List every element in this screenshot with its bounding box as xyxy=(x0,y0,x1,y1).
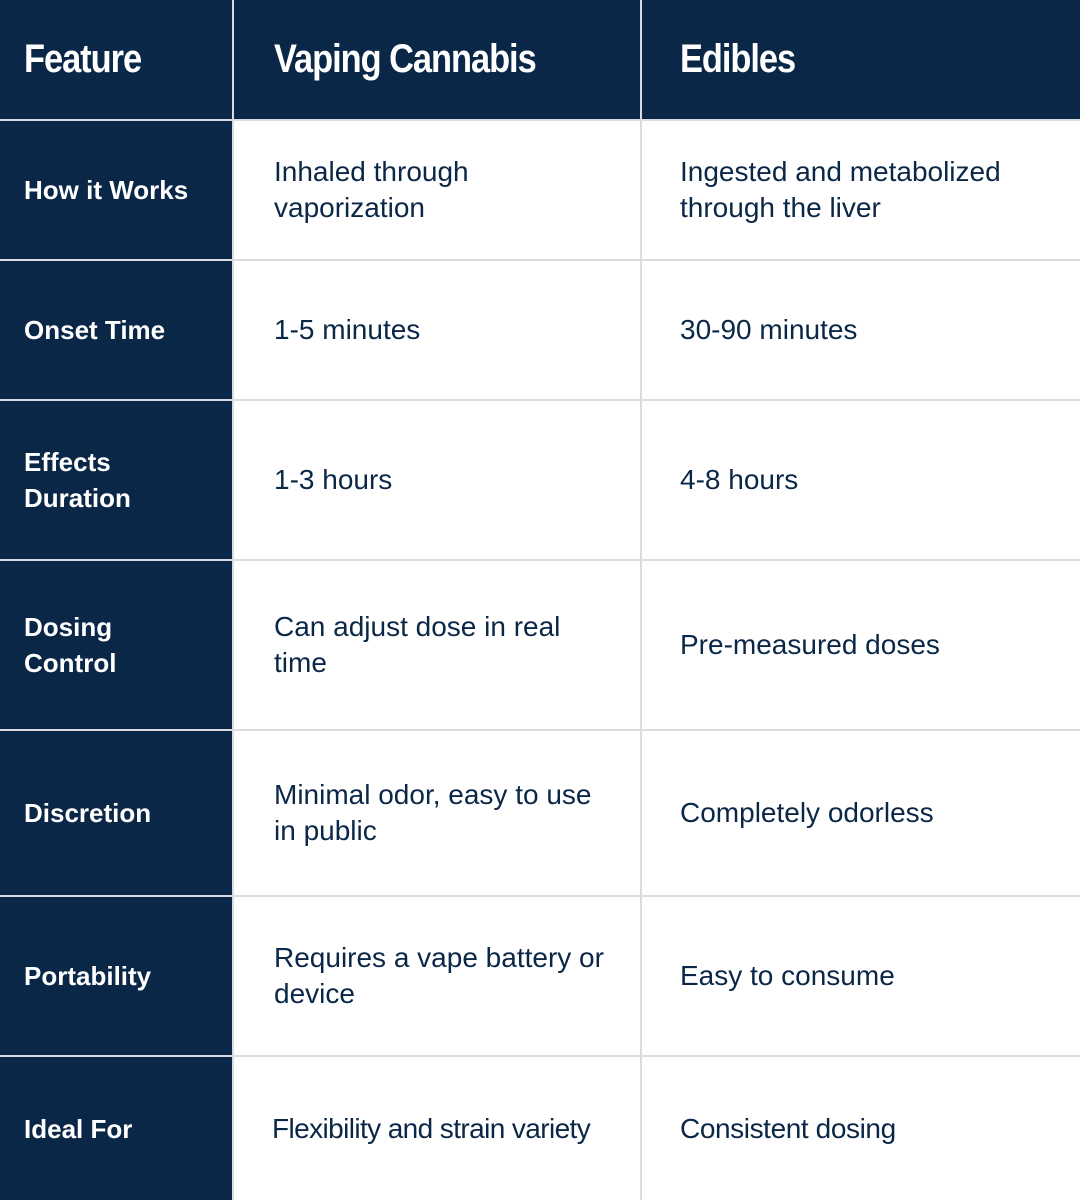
edibles-cell xyxy=(642,261,1080,399)
row-feature-cell xyxy=(0,731,232,895)
vaping-cell xyxy=(234,561,640,729)
vaping-value: 1-5 minutes xyxy=(274,314,421,345)
edibles-cell xyxy=(642,561,1080,729)
header-vaping-label: Vaping Cannabis xyxy=(274,37,536,81)
vaping-value: Minimal odor, easy to use in public xyxy=(274,779,592,846)
edibles-value: 30-90 minutes xyxy=(680,314,858,345)
edibles-value: Easy to consume xyxy=(680,960,895,991)
row-feature-cell xyxy=(0,121,232,259)
row-feature-cell xyxy=(0,897,232,1055)
vaping-value: Flexibility and strain variety xyxy=(272,1112,591,1144)
edibles-cell xyxy=(642,401,1080,559)
edibles-value: Pre-measured doses xyxy=(680,629,940,660)
header-vaping xyxy=(234,0,640,119)
edibles-cell xyxy=(642,1057,1080,1200)
row-feature-cell xyxy=(0,1057,232,1200)
header-feature-label: Feature xyxy=(24,37,142,81)
vaping-cell xyxy=(234,261,640,399)
header-edibles xyxy=(642,0,1080,119)
edibles-value: Completely odorless xyxy=(680,797,934,828)
vaping-cell xyxy=(234,1057,640,1200)
vaping-cell xyxy=(234,731,640,895)
vaping-value: 1-3 hours xyxy=(274,464,393,495)
vaping-value: Can adjust dose in real time xyxy=(274,611,561,678)
row-feature-label: Ideal For xyxy=(24,1113,133,1144)
row-feature-label: Portability xyxy=(24,961,152,991)
header-edibles-label: Edibles xyxy=(680,37,796,81)
edibles-value: Consistent dosing xyxy=(680,1112,896,1144)
edibles-value: Ingested and metabolized through the liver xyxy=(680,156,1001,223)
row-feature-label: Discretion xyxy=(24,798,152,828)
row-feature-cell xyxy=(0,401,232,559)
vaping-value: Inhaled through vaporization xyxy=(274,156,469,223)
row-feature-label: How it Works xyxy=(24,175,189,205)
row-feature-cell xyxy=(0,261,232,399)
header-feature xyxy=(0,0,232,119)
row-feature-label: Dosing Control xyxy=(24,612,117,678)
vaping-cell xyxy=(234,121,640,259)
row-feature-cell xyxy=(0,561,232,729)
row-feature-label: Effects Duration xyxy=(24,447,131,513)
edibles-cell xyxy=(642,731,1080,895)
edibles-value: 4-8 hours xyxy=(680,464,799,495)
edibles-cell xyxy=(642,121,1080,259)
vaping-cell xyxy=(234,897,640,1055)
row-feature-label: Onset Time xyxy=(24,315,166,345)
vaping-value: Requires a vape battery or device xyxy=(274,942,604,1009)
edibles-cell xyxy=(642,897,1080,1055)
vaping-cell xyxy=(234,401,640,559)
